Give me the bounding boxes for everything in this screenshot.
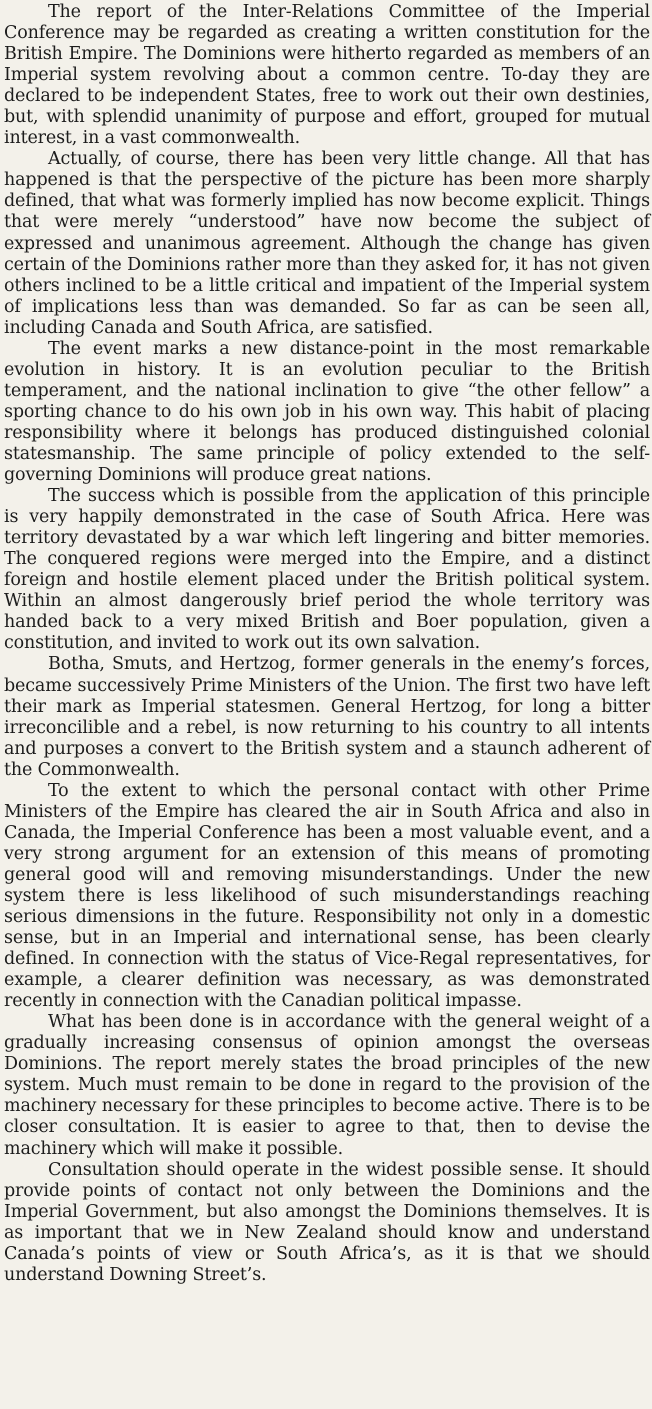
- paragraph: To the extent to which the personal contact with other Prime Ministers of the Empire has cleared the air in South Africa and also in Canada, the Imperial Conference has been a most valuable event, and a very strong argument for an extension of this means of promoting general good will and removing misunderstandings. Under the new system there is less likelihood of such misunderstandings reaching serious dimensions in the future. Responsibility not only in a domestic sense, but in an Imperial and international sense, has been clearly defined. In connection with the status of Vice-Regal representatives, for example, a clearer definition was necessary, as was demonstrated recently in connection with the Canadian political impasse.: [4, 780, 650, 1012]
- paragraph: Consultation should operate in the widest possible sense. It should provide points of contact not only between the Dominions and the Imperial Government, but also amongst the Dominions themselves. It is as important that we in New Zealand should know and understand Canada’s points of view or South Africa’s, as it is that we should understand Downing Street’s.: [4, 1159, 650, 1285]
- paragraph: The report of the Inter-Relations Committee of the Imperial Conference may be regarded as creating a written constitution for the British Empire. The Dominions were hitherto regarded as members of an Imperial system revolving about a common centre. To-day they are declared to be independent States, free to work out their own destinies, but, with splendid unanimity of purpose and effort, grouped for mutual interest, in a vast commonwealth.: [4, 2, 650, 149]
- paragraph: What has been done is in accordance with the general weight of a gradually increasing consensus of opinion amongst the overseas Dominions. The report merely states the broad principles of the new system. Much must remain to be done in regard to the provision of the machinery necessary for these principles to become active. There is to be closer consultation. It is easier to agree to that, then to devise the machinery which will make it possible.: [4, 1012, 650, 1159]
- paragraph: The success which is possible from the application of this principle is very happily demonstrated in the case of South Africa. Here was territory devastated by a war which left lingering and bitter memories. The conquered regions were merged into the Empire, and a distinct foreign and hostile element placed under the British political system. Within an almost dangerously brief period the whole territory was handed back to a very mixed British and Boer population, given a constitution, and invited to work out its own salvation.: [4, 486, 650, 654]
- paragraph: The event marks a new distance-point in the most remarkable evolution in history. It is an evolution peculiar to the British temperament, and the national inclination to give “the other fellow” a sporting chance to do his own job in his own way. This habit of placing responsibility where it belongs has produced distinguished colonial statesmanship. The same principle of policy extended to the self-governing Dominions will produce great nations.: [4, 338, 650, 486]
- paragraph: Actually, of course, there has been very little change. All that has happened is that the perspective of the picture has been more sharply defined, that what was formerly implied has now become explicit. Things that were merely “understood” have now become the subject of expressed and unanimous agreement. Although the change has given certain of the Dominions rather more than they asked for, it has not given others inclined to be a little critical and impatient of the Imperial system of implications less than was demanded. So far as can be seen all, including Canada and South Africa, are satisfied.: [4, 149, 650, 338]
- paragraph: Botha, Smuts, and Hertzog, former generals in the enemy’s forces, became successively Prime Ministers of the Union. The first two have left their mark as Imperial statesmen. General Hertzog, for long a bitter irreconcilible and a rebel, is now returning to his country to all intents and purposes a convert to the British system and a staunch adherent of the Commonwealth.: [4, 654, 650, 780]
